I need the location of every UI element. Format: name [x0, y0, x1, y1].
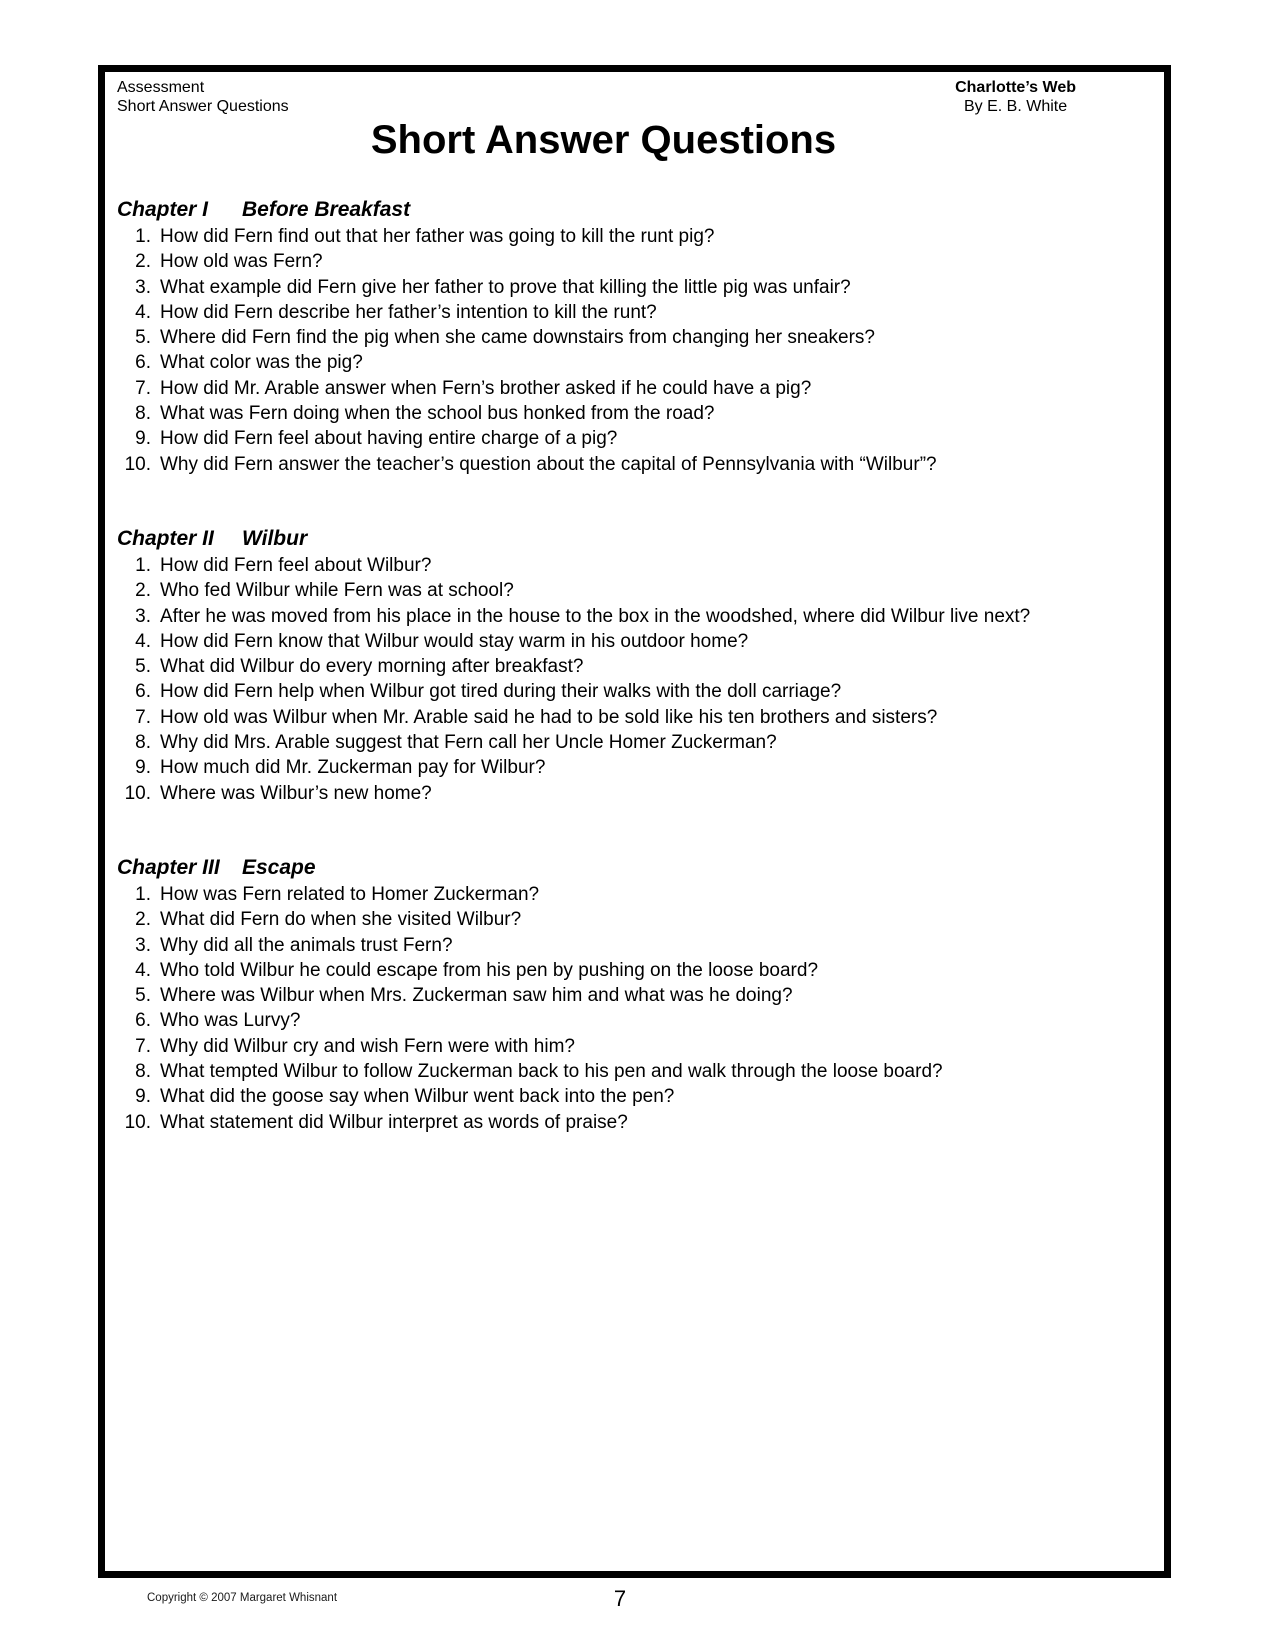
- question-number: 7.: [135, 706, 151, 728]
- question-item: [113, 654, 1154, 679]
- question-number: 4.: [135, 959, 151, 981]
- question-text: Why did Fern answer the teacher’s question about the capital of Pennsylvania with “Wilbur”?: [160, 453, 937, 475]
- question-item: [113, 983, 1154, 1008]
- question-item: [113, 376, 1154, 401]
- question-number: 1.: [135, 226, 151, 247]
- question-text: What did Wilbur do every morning after breakfast?: [160, 656, 584, 678]
- header-assessment-label: Assessment: [117, 79, 205, 96]
- question-text: Why did Mrs. Arable suggest that Fern call her Uncle Homer Zuckerman?: [160, 732, 777, 754]
- question-item: [113, 249, 1154, 274]
- question-number: 2.: [135, 251, 151, 273]
- chapter-label: Chapter II: [117, 526, 214, 550]
- question-number: 7.: [135, 1035, 151, 1057]
- worksheet-page: [98, 65, 1171, 1578]
- question-number: 5.: [135, 327, 151, 349]
- question-item: [113, 1110, 1154, 1135]
- question-number: 2.: [135, 909, 151, 931]
- question-text: Where was Wilbur when Mrs. Zuckerman saw him and what was he doing?: [160, 985, 793, 1007]
- question-text: What did Fern do when she visited Wilbur?: [160, 909, 522, 931]
- chapter-label: Chapter III: [117, 855, 220, 879]
- question-list: [113, 224, 1154, 477]
- book-title: Charlotte’s Web: [955, 79, 1076, 96]
- question-number: 3.: [135, 605, 151, 627]
- question-number: 10.: [124, 453, 151, 475]
- question-text: How did Mr. Arable answer when Fern’s brother asked if he could have a pig?: [160, 377, 812, 399]
- question-item: [113, 553, 1154, 578]
- question-item: [113, 781, 1154, 806]
- question-text: Who told Wilbur he could escape from his pen by pushing on the loose board?: [160, 959, 819, 981]
- question-list: [113, 553, 1154, 806]
- chapter-heading: [117, 199, 1154, 221]
- question-text: How did Fern feel about having entire charge of a pig?: [160, 428, 618, 450]
- question-text: Who was Lurvy?: [160, 1010, 301, 1032]
- question-number: 8.: [135, 1061, 151, 1083]
- chapter-sections-container: [113, 199, 1154, 1135]
- chapter-section: [113, 528, 1154, 806]
- question-number: 1.: [135, 883, 151, 905]
- question-text: What tempted Wilbur to follow Zuckerman back to his pen and walk through the loose board?: [160, 1061, 943, 1083]
- question-number: 3.: [135, 934, 151, 956]
- question-number: 8.: [135, 403, 151, 425]
- question-text: How did Fern find out that her father was going to kill the runt pig?: [160, 226, 715, 247]
- question-number: 9.: [135, 428, 151, 450]
- question-item: [113, 730, 1154, 755]
- chapter-heading: [117, 857, 1154, 879]
- document-header: [113, 78, 1154, 116]
- question-number: 6.: [135, 1010, 151, 1032]
- question-number: 1.: [135, 554, 151, 576]
- question-item: [113, 933, 1154, 958]
- question-number: 2.: [135, 580, 151, 602]
- question-text: How was Fern related to Homer Zuckerman?: [160, 883, 540, 905]
- question-text: How did Fern describe her father’s intention to kill the runt?: [160, 301, 657, 323]
- question-text: Why did all the animals trust Fern?: [160, 934, 453, 956]
- question-number: 3.: [135, 276, 151, 298]
- question-item: [113, 401, 1154, 426]
- question-text: What did the goose say when Wilbur went back into the pen?: [160, 1086, 675, 1108]
- chapter-heading: [117, 528, 1154, 550]
- question-number: 6.: [135, 352, 151, 374]
- question-item: [113, 604, 1154, 629]
- question-item: [113, 578, 1154, 603]
- question-item: [113, 350, 1154, 375]
- question-text: How much did Mr. Zuckerman pay for Wilbur?: [160, 757, 546, 779]
- question-text: What statement did Wilbur interpret as words of praise?: [160, 1111, 628, 1133]
- question-text: How old was Fern?: [160, 251, 323, 273]
- question-text: Where was Wilbur’s new home?: [160, 782, 432, 804]
- question-item: [113, 755, 1154, 780]
- question-text: What color was the pig?: [160, 352, 363, 374]
- question-text: Where did Fern find the pig when she came downstairs from changing her sneakers?: [160, 327, 875, 349]
- question-item: [113, 224, 1154, 249]
- question-item: [113, 958, 1154, 983]
- question-item: [113, 1059, 1154, 1084]
- question-number: 9.: [135, 1086, 151, 1108]
- question-item: [113, 1034, 1154, 1059]
- chapter-title: Escape: [242, 855, 316, 879]
- question-number: 5.: [135, 985, 151, 1007]
- question-item: [113, 426, 1154, 451]
- chapter-label: Chapter I: [117, 198, 209, 221]
- question-item: [113, 300, 1154, 325]
- question-number: 9.: [135, 757, 151, 779]
- question-text: How did Fern know that Wilbur would stay warm in his outdoor home?: [160, 630, 749, 652]
- question-item: [113, 275, 1154, 300]
- question-text: What was Fern doing when the school bus honked from the road?: [160, 403, 715, 425]
- page-number: 7: [613, 1586, 627, 1611]
- question-item: [113, 882, 1154, 907]
- worksheet-content: [105, 72, 1164, 1135]
- question-text: After he was moved from his place in the house to the box in the woodshed, where did Wilbur live next?: [160, 605, 1031, 627]
- question-number: 5.: [135, 656, 151, 678]
- question-number: 4.: [135, 630, 151, 652]
- copyright-notice: Copyright © 2007 Margaret Whisnant: [147, 1592, 338, 1604]
- question-text: How old was Wilbur when Mr. Arable said he had to be sold like his ten brothers and sisters?: [160, 706, 938, 728]
- question-item: [113, 907, 1154, 932]
- header-right-block: [955, 78, 1076, 116]
- question-number: 8.: [135, 732, 151, 754]
- page-title: Short Answer Questions: [370, 118, 837, 162]
- chapter-title: Wilbur: [242, 526, 308, 550]
- question-text: How did Fern feel about Wilbur?: [160, 554, 432, 576]
- question-text: What example did Fern give her father to prove that killing the little pig was unfair?: [160, 276, 851, 298]
- question-item: [113, 452, 1154, 477]
- question-text: How did Fern help when Wilbur got tired during their walks with the doll carriage?: [160, 681, 842, 703]
- question-item: [113, 1008, 1154, 1033]
- question-number: 10.: [124, 1111, 151, 1133]
- question-text: Why did Wilbur cry and wish Fern were with him?: [160, 1035, 575, 1057]
- header-section-label: Short Answer Questions: [117, 98, 289, 115]
- question-number: 7.: [135, 377, 151, 399]
- header-left-block: [113, 78, 289, 116]
- question-item: [113, 1084, 1154, 1109]
- chapter-title: Before Breakfast: [242, 198, 411, 221]
- question-item: [113, 679, 1154, 704]
- question-list: [113, 882, 1154, 1135]
- question-number: 6.: [135, 681, 151, 703]
- question-number: 4.: [135, 301, 151, 323]
- question-item: [113, 325, 1154, 350]
- question-item: [113, 629, 1154, 654]
- chapter-section: [113, 857, 1154, 1135]
- book-author: By E. B. White: [963, 98, 1068, 115]
- question-number: 10.: [124, 782, 151, 804]
- question-text: Who fed Wilbur while Fern was at school?: [160, 580, 514, 602]
- question-item: [113, 705, 1154, 730]
- chapter-section: [113, 199, 1154, 477]
